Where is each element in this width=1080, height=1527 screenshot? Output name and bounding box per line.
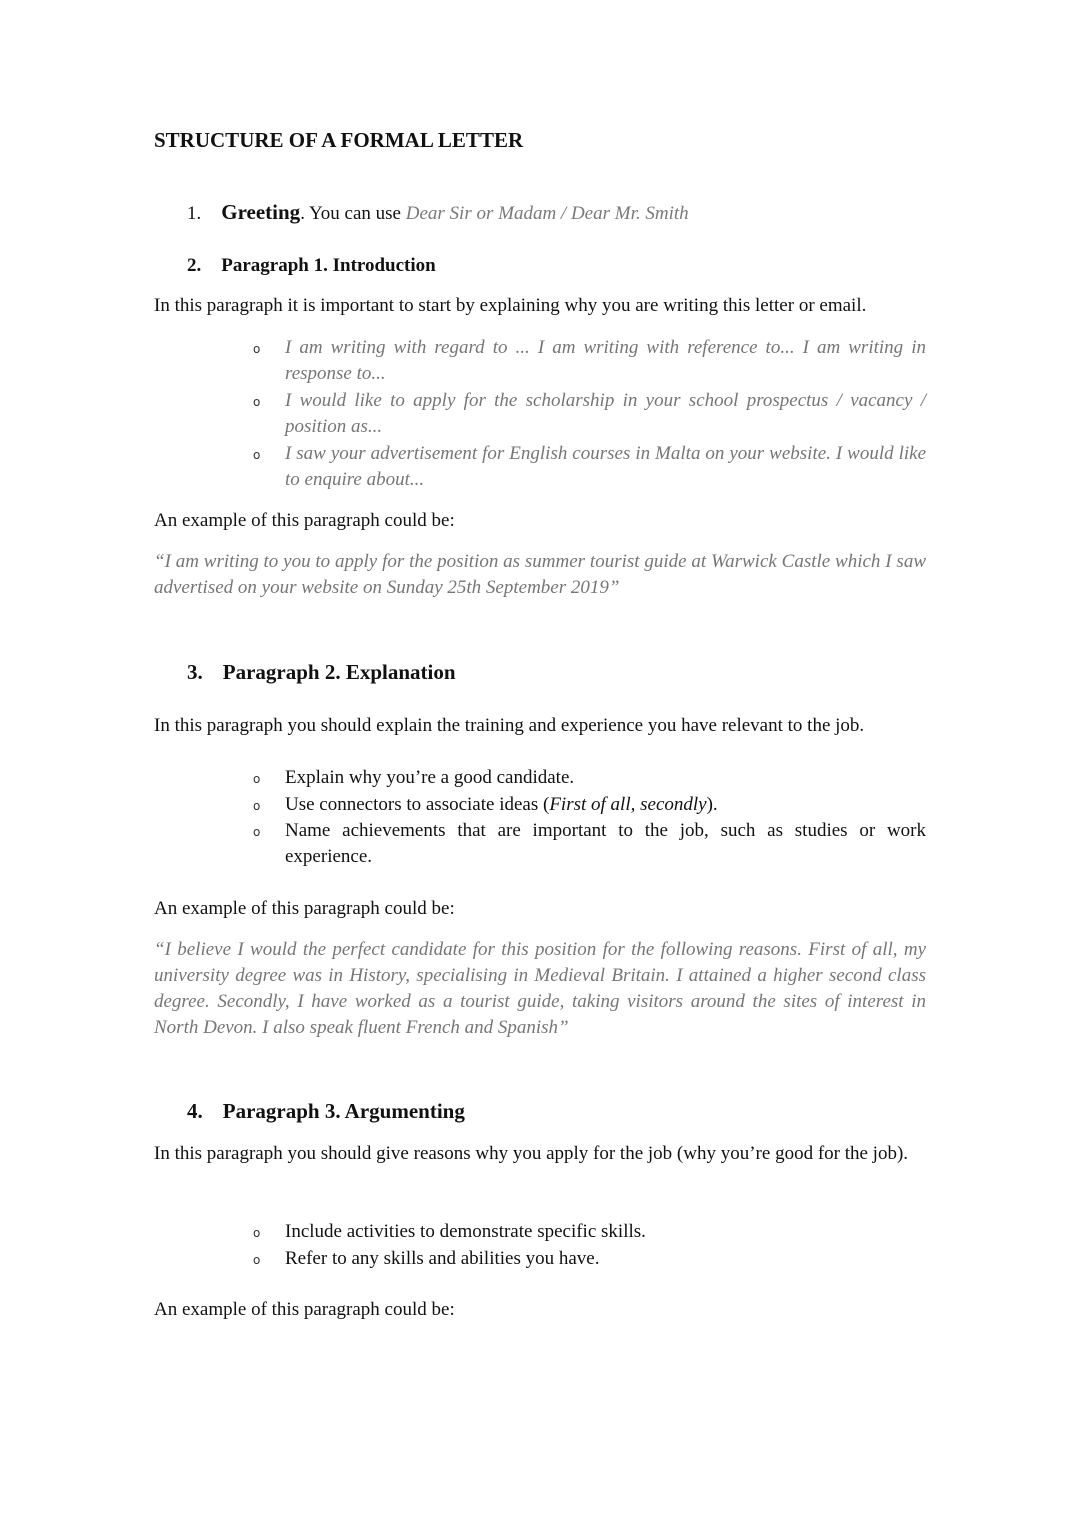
list-item: Refer to any skills and abilities you have. (285, 1248, 600, 1269)
section-2-intro: In this paragraph it is important to start by explaining why you are writing this letter or email. (154, 295, 867, 316)
list-item: I would like to apply for the scholarship in your school prospectus / vacancy / position as... (285, 390, 926, 437)
list-item-text: ). (706, 794, 718, 815)
bullet-icon: o (253, 342, 261, 356)
section-heading: Paragraph 3. Argumenting (222, 1099, 465, 1123)
bullet-icon: o (253, 799, 261, 813)
list-item: Include activities to demonstrate specific skills. (285, 1221, 646, 1242)
list-item: Explain why you’re a good candidate. (285, 767, 575, 788)
greeting-example: Dear Sir or Madam / Dear Mr. Smith (405, 203, 689, 224)
list-item: I am writing with regard to ... I am writing with reference to... I am writing in response to... (285, 337, 926, 384)
section-heading: Paragraph 1. Introduction (221, 255, 436, 276)
greeting-label: Greeting (221, 200, 301, 224)
example-quote: “I am writing to you to apply for the position as summer tourist guide at Warwick Castle which I saw advertised on your website on Sunday 25th September 2019” (154, 551, 926, 598)
example-quote: “I believe I would the perfect candidate for this position for the following reasons. First of all, my university degree was in History, specialising in Medieval Britain. I attained a higher second class degree. Secondly, I have worked as a tourist guide, taking visitors around the sites of interest in North Devon. I also speak fluent French and Spanish” (154, 939, 926, 1038)
list-item-text: Use connectors to associate ideas ( (285, 794, 550, 815)
list-item: I saw your advertisement for English courses in Malta on your website. I would like to enquire about... (285, 443, 926, 490)
section-number: 1. (187, 203, 202, 224)
example-label: An example of this paragraph could be: (154, 1299, 455, 1320)
bullet-icon: o (253, 772, 261, 786)
bullet-icon: o (253, 448, 261, 462)
page-title: STRUCTURE OF A FORMAL LETTER (154, 128, 524, 152)
section-4-heading (187, 1099, 465, 1124)
section-4-intro: In this paragraph you should give reasons why you apply for the job (why you’re good for the job). (154, 1143, 909, 1164)
example-label: An example of this paragraph could be: (154, 898, 455, 919)
greeting-line (187, 200, 689, 225)
bullet-icon: o (253, 395, 261, 409)
section-number: 2. (187, 255, 202, 276)
bullet-icon: o (253, 1226, 261, 1240)
section-3-heading (187, 660, 456, 685)
list-item-italic: First of all, secondly (549, 794, 707, 815)
list-item: Name achievements that are important to the job, such as studies or work experience. (285, 820, 926, 867)
list-item (285, 792, 718, 818)
greeting-text: . You can use (300, 203, 406, 224)
section-2-heading (187, 255, 436, 277)
example-label: An example of this paragraph could be: (154, 510, 455, 531)
bullet-icon: o (253, 825, 261, 839)
bullet-icon: o (253, 1253, 261, 1267)
section-number: 4. (187, 1099, 203, 1123)
section-heading: Paragraph 2. Explanation (222, 660, 456, 684)
section-number: 3. (187, 660, 203, 684)
section-3-intro: In this paragraph you should explain the training and experience you have relevant to the job. (154, 715, 865, 736)
